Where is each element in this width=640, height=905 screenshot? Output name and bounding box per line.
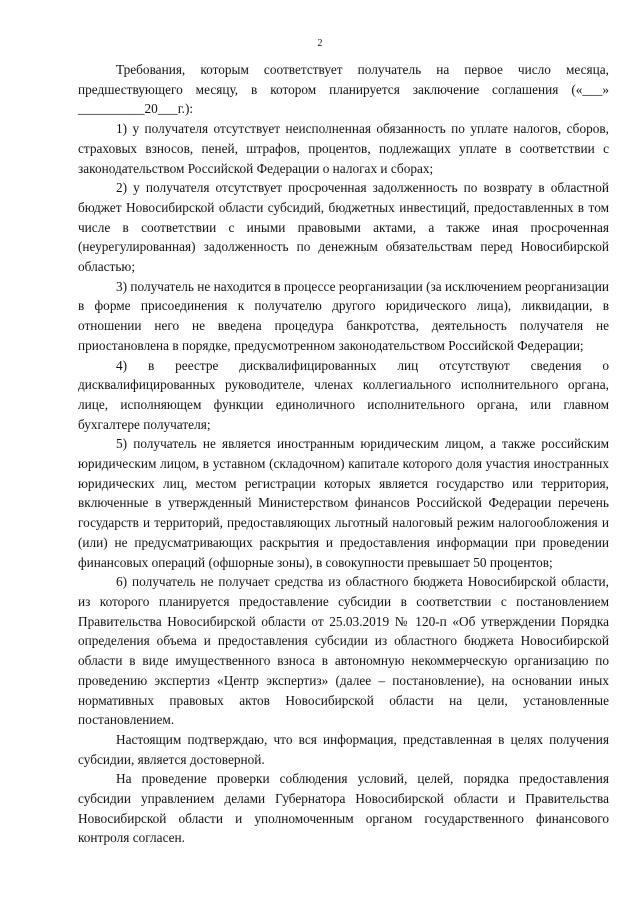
requirement-item-3: 3) получатель не находится в процессе реорганизации (за исключением реорганизации в форме присоединения к получателю другого юридического лица), ликвидации, в отношении него не введена процедура банкротства, деятельность получателя не приостановлена в порядке, предусмотренном законодательством Российской Федерации; [78,278,609,353]
consent-paragraph: На проведение проверки соблюдения условий, целей, порядка предоставления субсидии управлением делами Губернатора Новосибирской области и Правительства Новосибирской области и уполномоченным органом государственного финансового контроля согласен. [78,771,609,846]
requirement-item-4: 4) в реестре дисквалифицированных лиц отсутствуют сведения о дисквалифицированных руководителе, членах коллегиального исполнительного органа, лице, исполняющем функции единоличного исполнительного органа, или главном бухгалтере получателя; [78,357,609,432]
page-number: 2 [317,38,323,49]
requirement-item-2: 2) у получателя отсутствует просроченная задолженность по возврату в областной бюджет Новосибирской области субсидий, бюджетных инвестиций, предоставленных в том числе в соответствии с иными правовыми актами, а также иная просроченная (неурегулированная) задолженность по денежным обязательствам перед Новосибирской областью; [78,180,609,275]
document-body [78,60,609,848]
requirement-item-6: 6) получатель не получает средства из областного бюджета Новосибирской области, из которого планируется предоставление субсидии в соответствии с постановлением Правительства Новосибирской области от 25.03.2019 № 120-п «Об утверждении Порядка определения объема и предоставления субсидии из областного бюджета Новосибирской области в виде имущественного взноса в автономную некоммерческую организацию по проведению экспертиз «Центр экспертиз» (далее – постановление), на основании иных нормативных правовых актов Новосибирской области на цели, установленные постановлением. [78,574,609,728]
intro-paragraph: Требования, которым соответствует получатель на первое число месяца, предшествующего месяцу, в котором планируется заключение соглашения («___» __________20___г.): [78,62,609,117]
requirement-item-5: 5) получатель не является иностранным юридическим лицом, а также российским юридическим лицом, в уставном (складочном) капитале которого доля участия иностранных юридических лиц, местом регистрации которых является государство или территория, включенные в утвержденный Министерством финансов Российской Федерации перечень государств и территорий, предоставляющих льготный налоговый режим налогообложения и (или) не предусматривающих раскрытия и предоставления информации при проведении финансовых операций (офшорные зоны), в совокупности превышает 50 процентов; [78,436,609,570]
confirmation-paragraph: Настоящим подтверждаю, что вся информация, представленная в целях получения субсидии, является достоверной. [78,731,609,767]
requirement-item-1: 1) у получателя отсутствует неисполненная обязанность по уплате налогов, сборов, страховых взносов, пеней, штрафов, процентов, подлежащих уплате в соответствии с законодательством Российской Федерации о налогах и сборах; [78,121,609,176]
